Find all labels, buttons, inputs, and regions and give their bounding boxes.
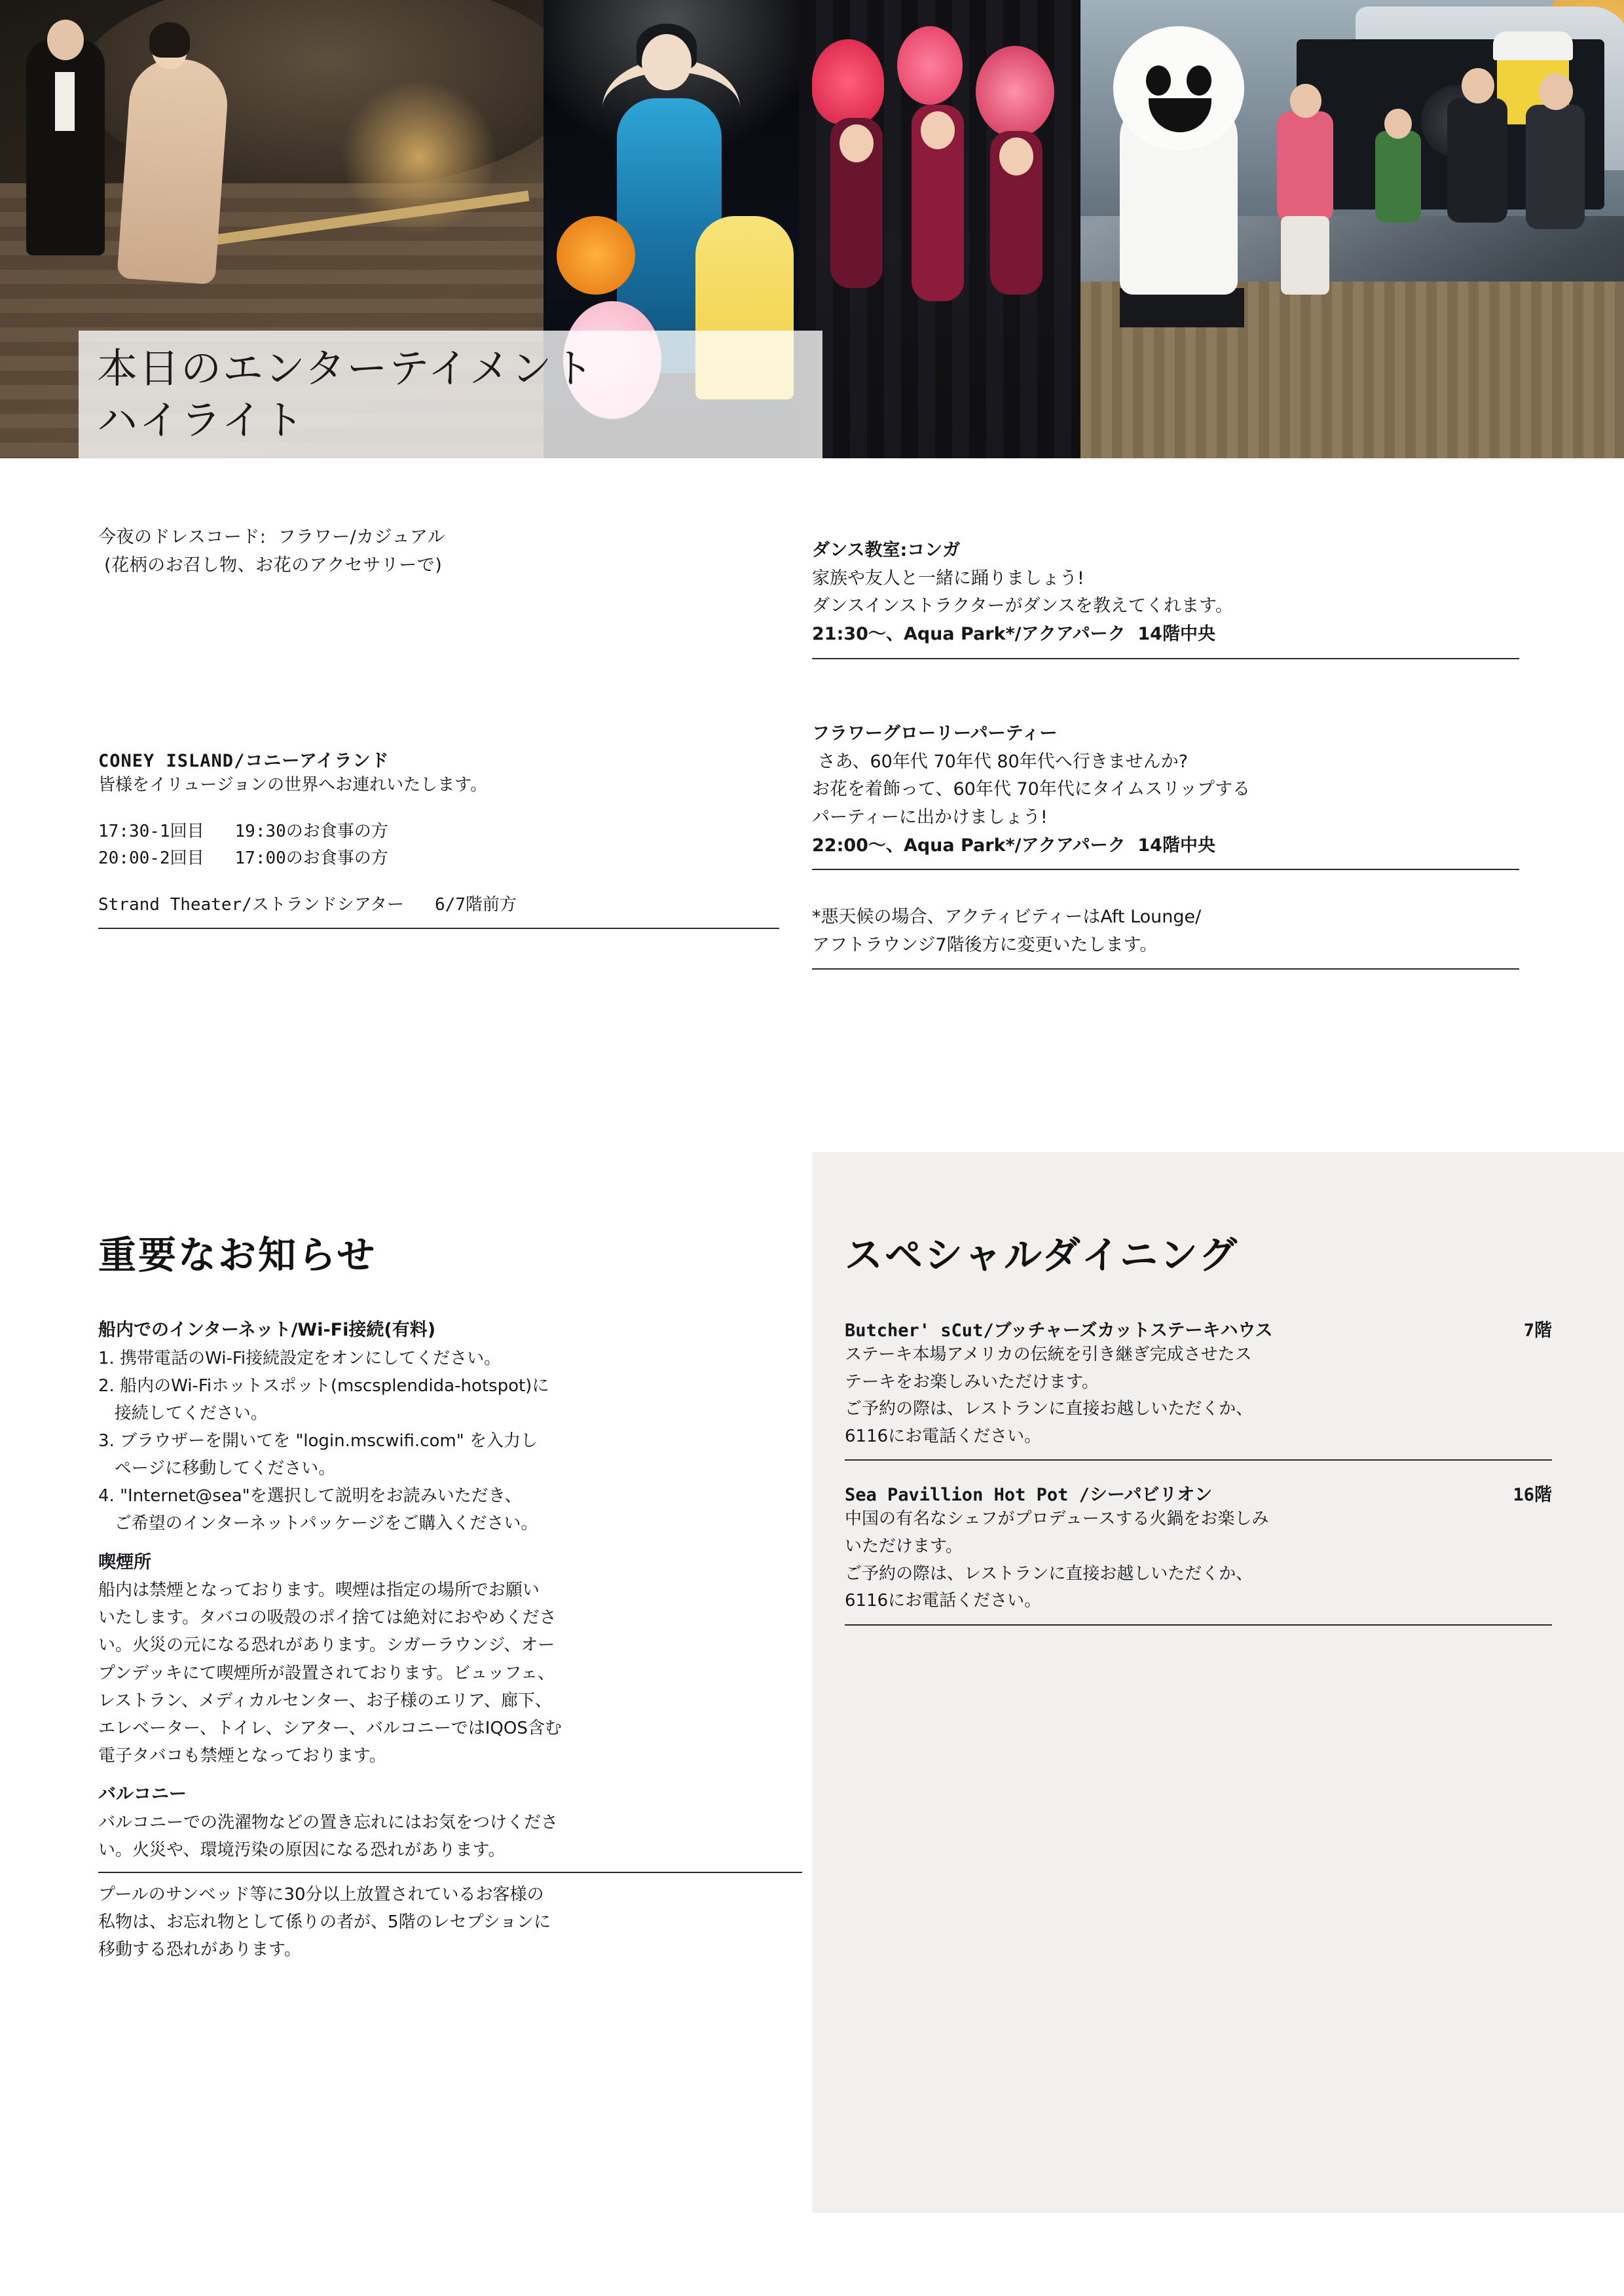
dining-venue-2-deck: 16階 bbox=[1513, 1485, 1552, 1506]
notices-heading-block bbox=[98, 1224, 792, 1296]
smoking-line-5: レストラン、メディカルセンター、お子様のエリア、廊下、 bbox=[98, 1690, 552, 1711]
wifi-step-2: 2. 船内のWi-Fiホットスポット(mscsplendida-hotspot)に bbox=[98, 1376, 549, 1396]
coney-island-show-1: 17:30-1回目 19:30のお食事の方 bbox=[98, 822, 388, 842]
dance-class-divider bbox=[812, 658, 1519, 659]
coney-island-show-2: 20:00-2回目 17:00のお食事の方 bbox=[98, 848, 388, 869]
smoking-line-3: い。火災の元になる恐れがあります。シガーラウンジ、オー bbox=[98, 1635, 555, 1656]
flower-party-line-1: さあ、60年代 70年代 80年代へ行きませんか? bbox=[812, 751, 1189, 772]
dining-venue-1-line-2: テーキをお楽しみいただけます。 bbox=[845, 1372, 1099, 1392]
dress-code-block bbox=[98, 524, 792, 579]
coney-island-heading: CONEY ISLAND/コニーアイランド bbox=[98, 751, 390, 771]
dining-venue-1-line-1: ステーキ本場アメリカの伝統を引き継ぎ完成させたス bbox=[845, 1345, 1252, 1364]
wifi-section-title: 船内でのインターネット/Wi-Fi接続(有料) bbox=[98, 1320, 436, 1340]
balcony-section-title: バルコニー bbox=[98, 1784, 187, 1804]
sunbed-line-2: 私物は、お忘れ物として係りの者が、5階のレセプションに bbox=[98, 1912, 551, 1933]
flower-party-divider bbox=[812, 869, 1519, 870]
hero-photo-showgirls-with-feathers bbox=[799, 0, 1080, 458]
page-title-line-1: 本日のエンターテイメント bbox=[97, 344, 595, 392]
balcony-line-2: い。火災や、環境汚染の原因になる恐れがあります。 bbox=[98, 1840, 506, 1860]
dining-venue-1-deck: 7階 bbox=[1523, 1321, 1552, 1341]
flower-party-line-3: パーティーに出かけましょう! bbox=[812, 807, 1048, 828]
sunbed-line-1: プールのサンベッド等に30分以上放置されているお客様の bbox=[98, 1884, 544, 1904]
page-title-line-2: ハイライト bbox=[97, 396, 306, 445]
smoking-section-title: 喫煙所 bbox=[98, 1552, 151, 1573]
wifi-step-3: 3. ブラウザーを開いてを "login.mscwifi.com" を入力し bbox=[98, 1431, 538, 1451]
dining-venue-1-header bbox=[845, 1316, 1552, 1341]
dining-venue-2-line-1: 中国の有名なシェフがプロデュースする火鍋をお楽しみ bbox=[845, 1509, 1269, 1529]
smoking-line-2: いたします。タバコの吸殻のポイ捨ては絶対におやめくださ bbox=[98, 1608, 557, 1628]
weather-note-line-2: アフトラウンジ7階後方に変更いたします。 bbox=[812, 934, 1158, 955]
dining-venue-2-line-4: 6116にお電話ください。 bbox=[845, 1591, 1042, 1611]
flower-party-line-2: お花を着飾って、60年代 70年代にタイムスリップする bbox=[812, 779, 1251, 800]
dining-body bbox=[845, 1316, 1552, 1635]
weather-note-divider bbox=[812, 968, 1519, 970]
dance-class-line-1: 家族や友人と一緒に踊りましょう! bbox=[812, 568, 1084, 589]
dining-venue-2-line-3: ご予約の際は、レストランに直接お越しいただくか、 bbox=[845, 1563, 1253, 1584]
dance-class-block bbox=[812, 537, 1519, 659]
dance-class-title: ダンス教室:コンガ bbox=[812, 540, 961, 560]
flower-party-time-venue: 22:00〜、Aqua Park*/アクアパーク 14階中央 bbox=[812, 835, 1215, 856]
coney-island-block bbox=[98, 746, 779, 929]
dress-code-line-2: (花柄のお召し物、お花のアクセサリーで) bbox=[98, 555, 443, 575]
dining-venue-1-name: Butcher' sCut/ブッチャーズカットステーキハウス bbox=[845, 1321, 1273, 1341]
dining-venue-1-line-3: ご予約の際は、レストランに直接お越しいただくか、 bbox=[845, 1399, 1253, 1419]
weather-note-line-1: *悪天候の場合、アクティビティーはAft Lounge/ bbox=[812, 907, 1202, 927]
notices-heading: 重要なお知らせ bbox=[98, 1233, 377, 1277]
wifi-step-2-cont: 接続してください。 bbox=[98, 1403, 268, 1423]
wifi-step-4: 4. "Internet@sea"を選択して説明をお読みいただき、 bbox=[98, 1486, 522, 1506]
dance-class-line-2: ダンスインストラクターがダンスを教えてくれます。 bbox=[812, 596, 1233, 617]
dining-venue-2-header bbox=[845, 1480, 1552, 1506]
dance-class-time-venue: 21:30〜、Aqua Park*/アクアパーク 14階中央 bbox=[812, 623, 1215, 644]
smoking-line-4: プンデッキにて喫煙所が設置されております。ビュッフェ、 bbox=[98, 1663, 555, 1683]
page-title bbox=[79, 331, 822, 466]
dining-panel-background bbox=[812, 1152, 1624, 2213]
bad-weather-note bbox=[812, 903, 1519, 970]
notices-body bbox=[98, 1316, 802, 1963]
smoking-line-1: 船内は禁煙となっております。喫煙は指定の場所でお願い bbox=[98, 1580, 540, 1601]
dining-heading: スペシャルダイニング bbox=[845, 1233, 1239, 1277]
wifi-step-1: 1. 携帯電話のWi-Fi接続設定をオンにしてください。 bbox=[98, 1348, 502, 1368]
dress-code-line-1: 今夜のドレスコード: フラワー/カジュアル bbox=[98, 527, 445, 547]
dining-venue-1-line-4: 6116にお電話ください。 bbox=[845, 1426, 1042, 1446]
flower-party-title: フラワーグローリーパーティー bbox=[812, 723, 1058, 744]
dining-venue-2-name: Sea Pavillion Hot Pot /シーパビリオン bbox=[845, 1485, 1213, 1506]
coney-island-divider bbox=[98, 928, 779, 929]
smoking-line-6: エレベーター、トイレ、シアター、バルコニーではIQOS含む bbox=[98, 1718, 562, 1738]
dining-heading-block bbox=[845, 1224, 1552, 1296]
coney-island-venue: Strand Theater/ストランドシアター 6/7階前方 bbox=[98, 895, 517, 915]
smoking-line-7: 電子タバコも禁煙となっております。 bbox=[98, 1745, 386, 1766]
flower-party-block bbox=[812, 720, 1519, 870]
dining-venue-1-divider bbox=[845, 1459, 1552, 1461]
coney-island-description: 皆様をイリュージョンの世界へお連れいたします。 bbox=[98, 775, 488, 795]
wifi-step-4-cont: ご希望のインターネットパッケージをご購入ください。 bbox=[98, 1514, 538, 1534]
balcony-line-1: バルコニーでの洗濯物などの置き忘れにはお気をつけくださ bbox=[98, 1812, 559, 1832]
sunbed-line-3: 移動する恐れがあります。 bbox=[98, 1940, 301, 1960]
hero-photo-mascot-with-guests bbox=[1080, 0, 1624, 458]
dining-venue-2-line-2: いただけます。 bbox=[845, 1536, 963, 1556]
wifi-step-3-cont: ページに移動してください。 bbox=[98, 1459, 336, 1479]
dining-venue-2-divider bbox=[845, 1624, 1552, 1626]
balcony-divider bbox=[98, 1872, 802, 1873]
